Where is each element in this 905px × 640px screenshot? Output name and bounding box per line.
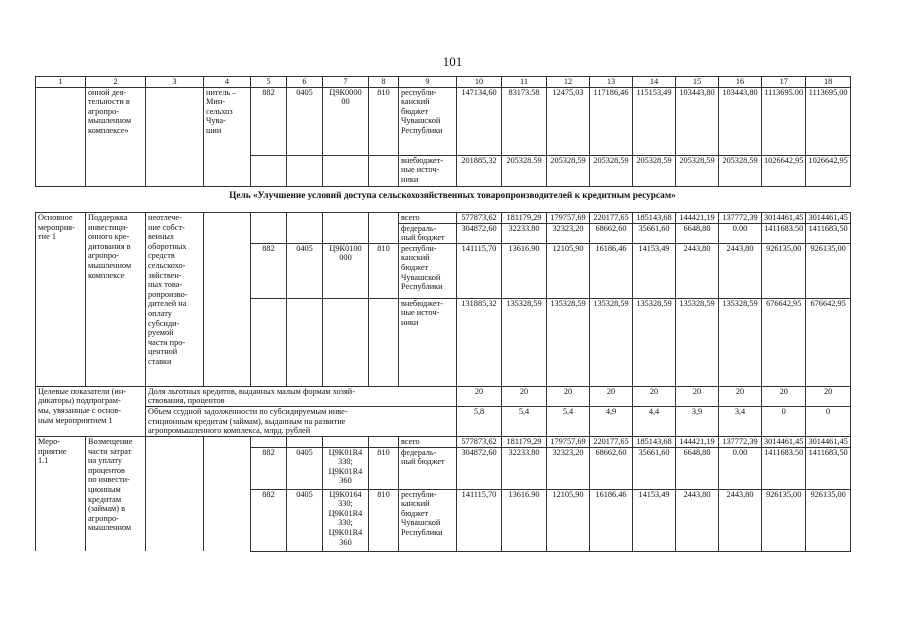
csr-code	[323, 436, 369, 447]
funding-source: республи- канский бюджет Чувашской Республики	[399, 243, 457, 298]
value-cell: 68662,60	[590, 223, 633, 243]
value-cell: 1411683.50	[762, 447, 806, 489]
event-description: неотлече- ние собст- венных оборотных средств сельскохо- зяйствен- ных това- ропроизво- дителей на оплату субсиди- руемой части про- центной ставки	[146, 213, 204, 387]
column-header: 6	[287, 77, 323, 88]
vr-code	[369, 213, 399, 244]
value-cell: 35661,60	[633, 447, 676, 489]
value-cell: 926135,00	[806, 489, 850, 551]
vr-code	[369, 298, 399, 386]
value-cell: 6648,80	[676, 447, 719, 489]
funding-source: внебюджет- ные источ- ники	[399, 298, 457, 386]
value-cell: 3014461,45	[806, 436, 850, 447]
value-cell: 577873,62	[457, 436, 502, 447]
value-cell: 179757,69	[547, 436, 590, 447]
value-cell: 131885,32	[457, 298, 502, 386]
indicator-name: Доля льготных кредитов, выданных малым формам хозяй- ствования, процентов	[146, 386, 457, 406]
table-main-event	[35, 212, 851, 552]
column-header: 4	[204, 77, 251, 88]
funding-source: республи- канский бюджет Чувашской Республики	[399, 489, 457, 551]
value-cell: 205328,59	[547, 155, 590, 186]
value-cell: 0.00	[719, 447, 762, 489]
value-cell: 137772,39	[719, 213, 762, 224]
value-cell: 5,8	[457, 406, 502, 436]
value-cell: 135328,59	[502, 298, 547, 386]
value-cell: 20	[590, 386, 633, 406]
value-cell: 16186.46	[590, 489, 633, 551]
value-cell: 20	[547, 386, 590, 406]
column-header: 18	[806, 77, 850, 88]
value-cell: 32233.80	[502, 223, 547, 243]
value-cell: 220177,65	[590, 436, 633, 447]
funding-source: всего	[399, 436, 457, 447]
value-cell: 13616.90	[502, 243, 547, 298]
rzpr-code	[287, 155, 323, 186]
cont-col2: онной дея- тельности в агропро- мышленном комплексе»	[86, 87, 146, 186]
value-cell: 304872,60	[457, 223, 502, 243]
value-cell: 20	[633, 386, 676, 406]
value-cell: 6648,80	[676, 223, 719, 243]
value-cell: 141115,70	[457, 489, 502, 551]
value-cell: 83173.58	[502, 87, 547, 155]
value-cell: 103443,80	[719, 87, 762, 155]
value-cell: 135328,59	[719, 298, 762, 386]
value-cell: 1411683.50	[762, 223, 806, 243]
column-header: 3	[146, 77, 204, 88]
value-cell: 12105,90	[547, 489, 590, 551]
value-cell: 5,4	[502, 406, 547, 436]
indicator-name: Объем ссудной задолженности по субсидируемым инве- стиционным кредитам (займам), выданным на развитие агропромышленного комплекса, млрд. рублей	[146, 406, 457, 436]
cont-col1	[36, 87, 86, 186]
value-cell: 4,4	[633, 406, 676, 436]
value-cell: 205328,59	[590, 155, 633, 186]
value-cell: 135328,59	[547, 298, 590, 386]
value-cell: 13616.90	[502, 489, 547, 551]
column-header: 11	[502, 77, 547, 88]
value-cell: 201885,32	[457, 155, 502, 186]
value-cell: 1411683,50	[806, 223, 850, 243]
value-cell: 220177,65	[590, 213, 633, 224]
value-cell: 14153,49	[633, 243, 676, 298]
event-code: Меро- приятие 1.1	[36, 436, 86, 551]
value-cell: 926135,00	[762, 489, 806, 551]
funding-source: республи- канский бюджет Чувашской Республики	[399, 87, 457, 155]
csr-code: Ц9К01R4 330; Ц9К01R4 360	[323, 447, 369, 489]
funding-source: федераль- ный бюджет	[399, 223, 457, 243]
value-cell: 185143,68	[633, 436, 676, 447]
value-cell: 20	[502, 386, 547, 406]
column-header: 8	[369, 77, 399, 88]
column-header: 1	[36, 77, 86, 88]
value-cell: 205328.59	[502, 155, 547, 186]
value-cell: 577873,62	[457, 213, 502, 224]
event-description	[146, 436, 204, 551]
table-row	[36, 436, 851, 447]
value-cell: 205328,59	[676, 155, 719, 186]
value-cell: 205328,59	[633, 155, 676, 186]
event-executor	[204, 436, 251, 551]
value-cell: 676642,95	[806, 298, 850, 386]
value-cell: 32233.80	[502, 447, 547, 489]
value-cell: 103443,80	[676, 87, 719, 155]
event-title: Поддержка инвестици- онного кре- дитования в агропро- мышленном комплексе	[86, 213, 146, 387]
vr-code	[369, 436, 399, 447]
rzpr-code: 0405	[287, 489, 323, 551]
value-cell: 20	[719, 386, 762, 406]
column-header: 10	[457, 77, 502, 88]
value-cell: 5,4	[547, 406, 590, 436]
rzpr-code: 0405	[287, 243, 323, 298]
cont-col4: нитель – Мин- сельхоз Чува- шии	[204, 87, 251, 186]
value-cell: 147134,60	[457, 87, 502, 155]
vr-code: 810	[369, 243, 399, 298]
rzpr-code	[287, 213, 323, 244]
value-cell: 926135,00	[762, 243, 806, 298]
value-cell: 144421,19	[676, 213, 719, 224]
value-cell: 179757,69	[547, 213, 590, 224]
value-cell: 137772,39	[719, 436, 762, 447]
grbs-code: 882	[251, 87, 287, 155]
value-cell: 0.00	[719, 223, 762, 243]
value-cell: 32323,20	[547, 447, 590, 489]
value-cell: 181179,29	[502, 436, 547, 447]
value-cell: 144421,19	[676, 436, 719, 447]
value-cell: 2443,80	[719, 489, 762, 551]
csr-code: Ц9К0164 330; Ц9К01R4 330; Ц9К01R4 360	[323, 489, 369, 551]
value-cell: 20	[806, 386, 850, 406]
vr-code: 810	[369, 87, 399, 155]
value-cell: 0	[762, 406, 806, 436]
vr-code	[369, 155, 399, 186]
event-executor	[204, 213, 251, 387]
value-cell: 1113695.00	[762, 87, 806, 155]
value-cell: 12105,90	[547, 243, 590, 298]
value-cell: 926135,00	[806, 243, 850, 298]
value-cell: 20	[457, 386, 502, 406]
grbs-code: 882	[251, 489, 287, 551]
rzpr-code	[287, 436, 323, 447]
value-cell: 1411683,50	[806, 447, 850, 489]
value-cell: 3,9	[676, 406, 719, 436]
value-cell: 3014461,45	[806, 213, 850, 224]
vr-code: 810	[369, 447, 399, 489]
column-header: 17	[762, 77, 806, 88]
goal-heading: Цель «Улучшение условий доступа сельскохозяйственных товаропроизводителей к кредитным ресурсам»	[229, 191, 676, 201]
funding-source: внебюджет- ные источ- ники	[399, 155, 457, 186]
value-cell: 676642,95	[762, 298, 806, 386]
csr-code	[323, 155, 369, 186]
csr-code	[323, 298, 369, 386]
page-number: 101	[442, 54, 463, 69]
funding-source: всего	[399, 213, 457, 224]
rzpr-code: 0405	[287, 87, 323, 155]
grbs-code	[251, 436, 287, 447]
value-cell: 117186,46	[590, 87, 633, 155]
value-cell: 1026642,95	[762, 155, 806, 186]
table-row	[36, 213, 851, 224]
value-cell: 32323,20	[547, 223, 590, 243]
grbs-code: 882	[251, 243, 287, 298]
column-header: 14	[633, 77, 676, 88]
grbs-code: 882	[251, 447, 287, 489]
value-cell: 205328,59	[719, 155, 762, 186]
value-cell: 2443,80	[676, 243, 719, 298]
event-title: Возмещение части затрат на уплату процентов по инвести- ционным кредитам (займам) в агропро- мышленном	[86, 436, 146, 551]
table-row	[36, 87, 851, 155]
header-row	[36, 77, 851, 88]
value-cell: 3014461,45	[762, 213, 806, 224]
column-header: 16	[719, 77, 762, 88]
csr-code	[323, 213, 369, 244]
grbs-code	[251, 213, 287, 244]
value-cell: 68662,60	[590, 447, 633, 489]
value-cell: 14153,49	[633, 489, 676, 551]
column-header: 2	[86, 77, 146, 88]
value-cell: 20	[676, 386, 719, 406]
column-header: 15	[676, 77, 719, 88]
value-cell: 135328,59	[633, 298, 676, 386]
column-header: 13	[590, 77, 633, 88]
column-header: 5	[251, 77, 287, 88]
indicators-label: Целевые показатели (ин- дикаторы) подпрограм- мы, увязанные с основ- ным мероприятием 1	[36, 386, 146, 436]
grbs-code	[251, 155, 287, 186]
value-cell: 35661,60	[633, 223, 676, 243]
column-header: 9	[399, 77, 457, 88]
value-cell: 16186,46	[590, 243, 633, 298]
value-cell: 181179,29	[502, 213, 547, 224]
rzpr-code	[287, 298, 323, 386]
column-header: 12	[547, 77, 590, 88]
value-cell: 304872,60	[457, 447, 502, 489]
table-row	[36, 386, 851, 406]
column-header: 7	[323, 77, 369, 88]
event-code: Основное мероприя- тие 1	[36, 213, 86, 387]
csr-code: Ц9К0100 000	[323, 243, 369, 298]
value-cell: 115153,49	[633, 87, 676, 155]
cont-col3	[146, 87, 204, 186]
csr-code: Ц9К0000 00	[323, 87, 369, 155]
value-cell: 1026642,95	[806, 155, 850, 186]
value-cell: 135328,59	[676, 298, 719, 386]
value-cell: 12475,03	[547, 87, 590, 155]
funding-source: федераль- ный бюджет	[399, 447, 457, 489]
value-cell: 2443,80	[676, 489, 719, 551]
value-cell: 0	[806, 406, 850, 436]
value-cell: 185143,68	[633, 213, 676, 224]
value-cell: 3,4	[719, 406, 762, 436]
grbs-code	[251, 298, 287, 386]
vr-code: 810	[369, 489, 399, 551]
table-continuation	[35, 76, 851, 187]
value-cell: 3014461,45	[762, 436, 806, 447]
table-row	[36, 406, 851, 436]
value-cell: 135328,59	[590, 298, 633, 386]
value-cell: 20	[762, 386, 806, 406]
rzpr-code: 0405	[287, 447, 323, 489]
value-cell: 1113695,00	[806, 87, 850, 155]
value-cell: 141115,70	[457, 243, 502, 298]
value-cell: 4,9	[590, 406, 633, 436]
value-cell: 2443,80	[719, 243, 762, 298]
